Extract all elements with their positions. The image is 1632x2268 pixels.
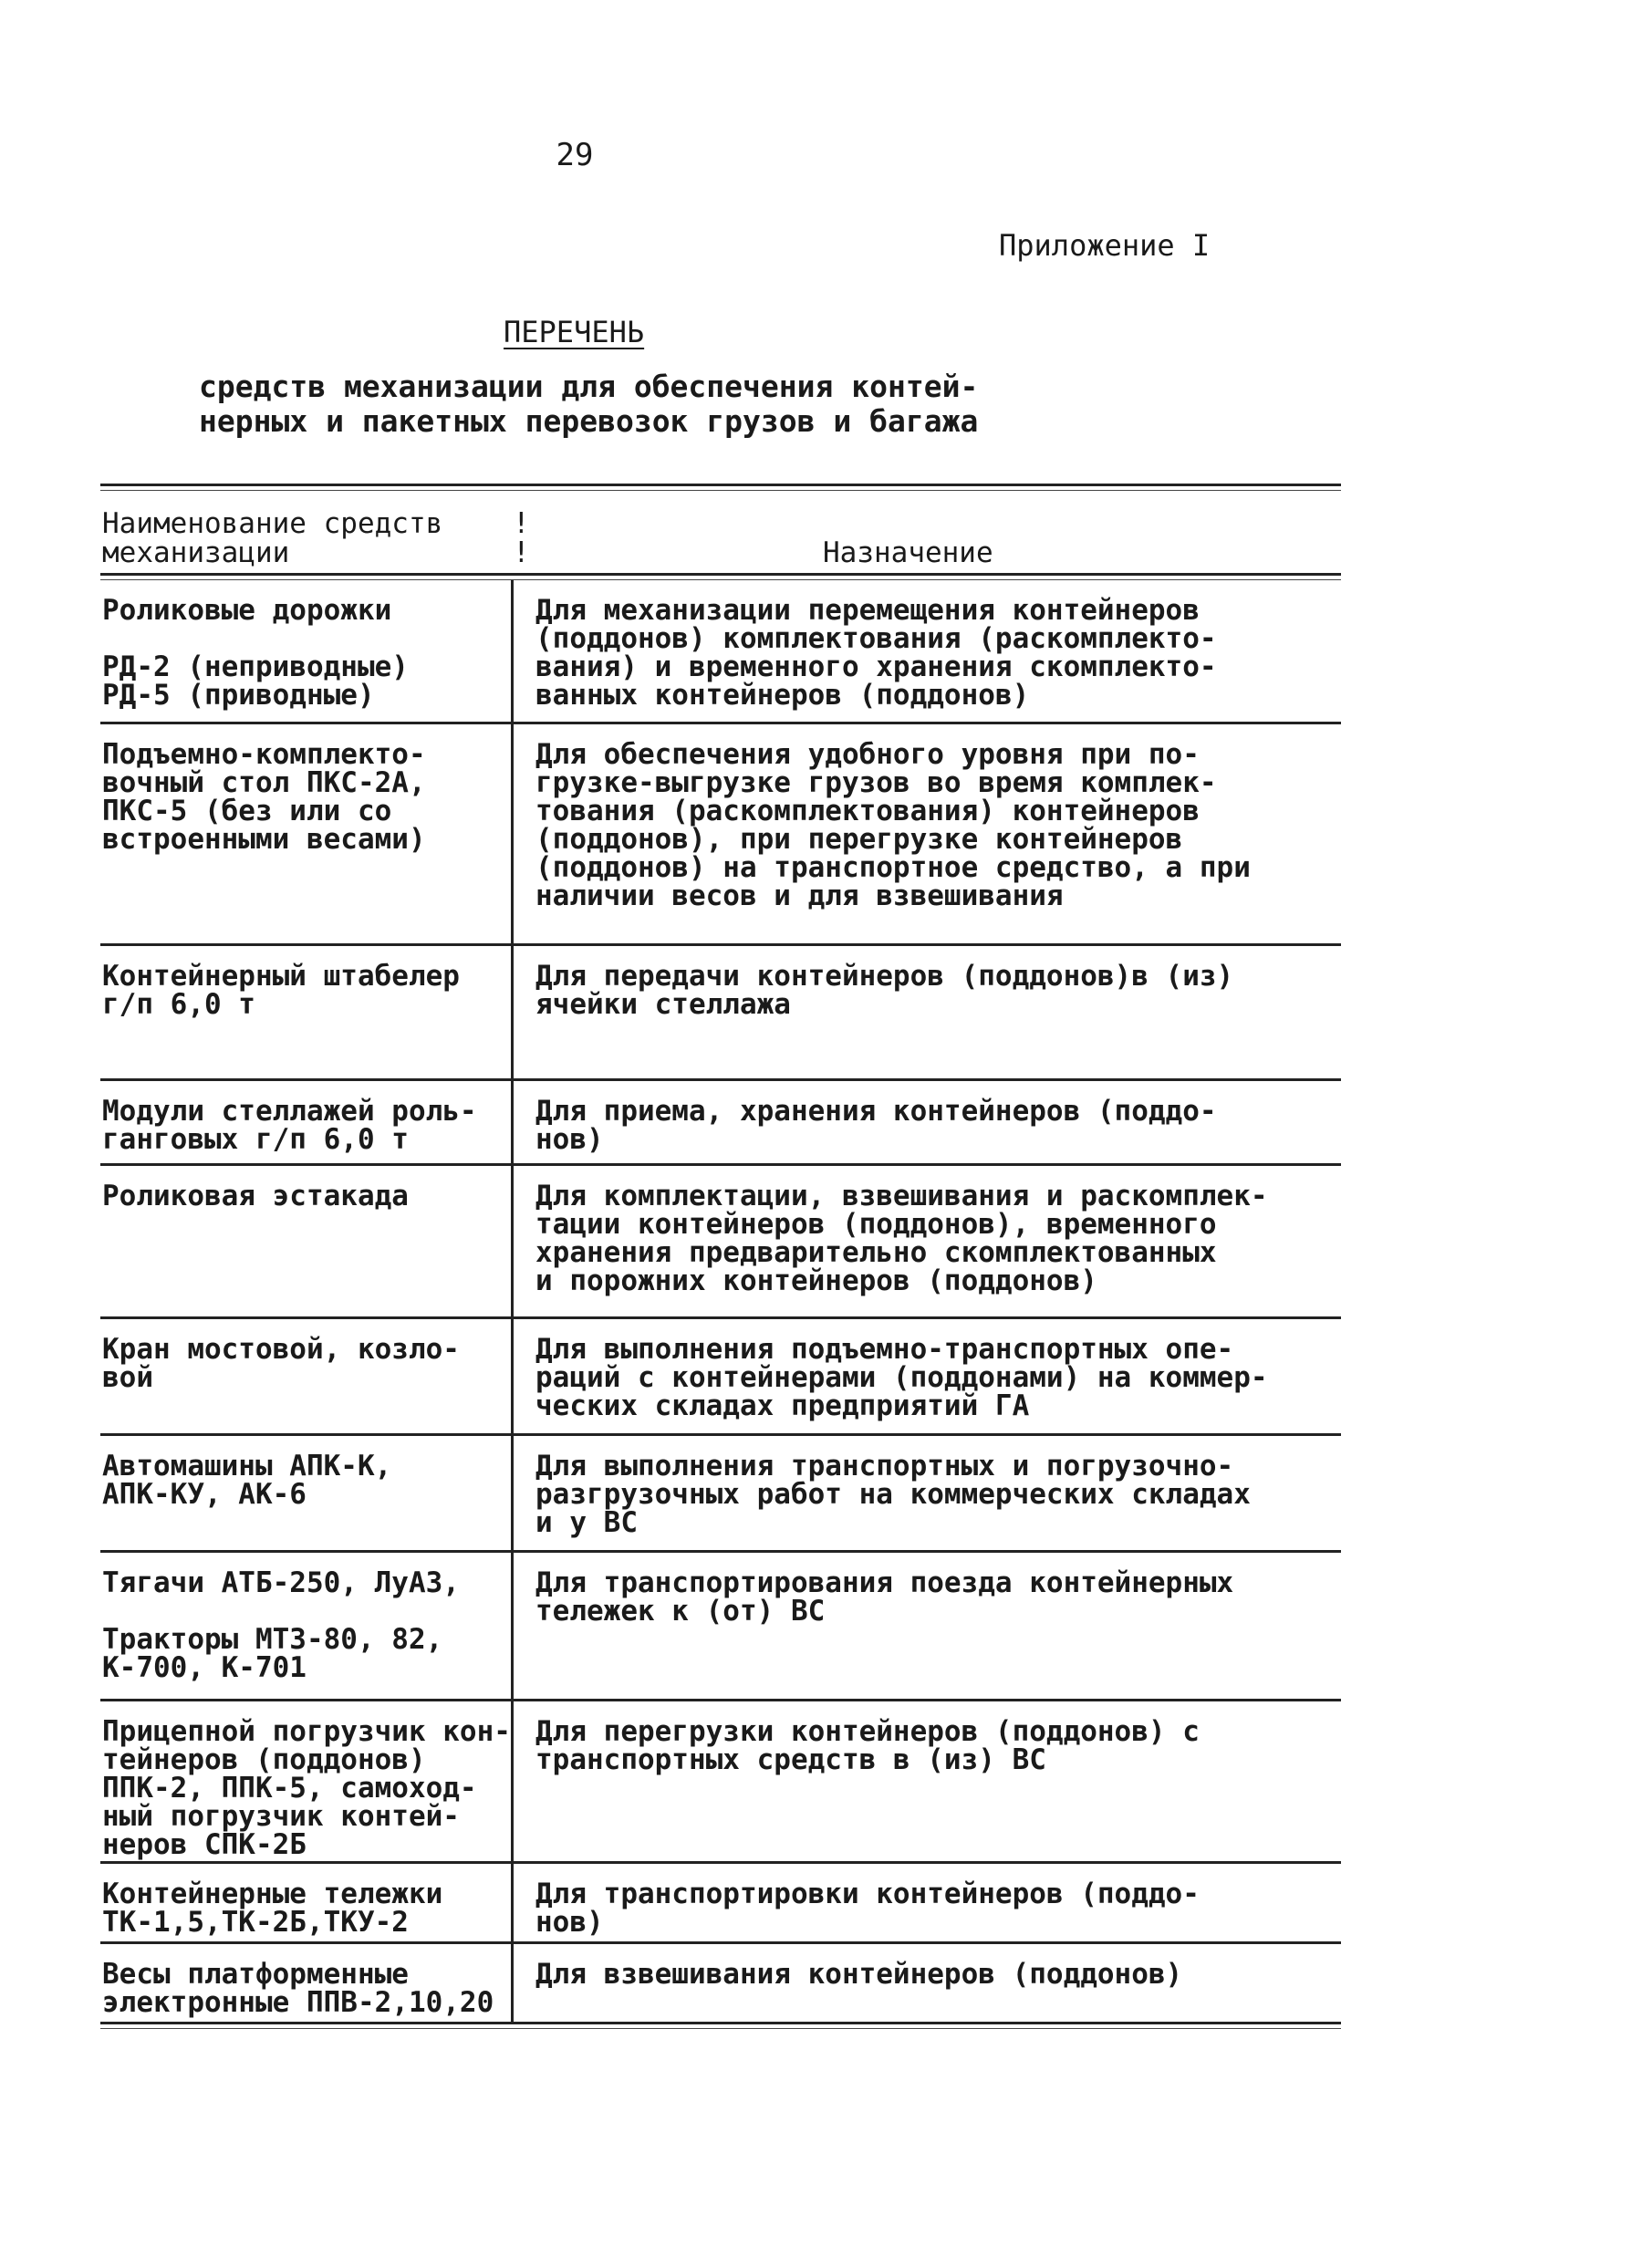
table-row	[100, 1319, 1341, 1433]
document-title: ПЕРЕЧЕНЬ	[504, 315, 645, 349]
row-purpose-cell: Для механизации перемещения контейнеров (поддонов) комплектования (раскомплекто- вания) и временного хранения скомплекто- ванных контейнеров (поддонов)	[535, 594, 1217, 712]
table-row	[100, 1081, 1341, 1163]
table-row	[100, 1166, 1341, 1316]
row-name-cell: Роликовые дорожки РД-2 (неприводные) РД-5 (приводные)	[100, 580, 514, 722]
table-row	[100, 724, 1341, 943]
row-purpose-cell: Для транспортирования поезда контейнерных тележек к (от) ВС	[535, 1566, 1234, 1628]
appendix-label: Приложение I	[999, 228, 1211, 263]
header-bottom-rule	[100, 573, 1341, 580]
row-purpose-cell: Для перегрузки контейнеров (поддонов) с транспортных средств в (из) ВС	[535, 1715, 1200, 1776]
row-name-cell: Контейнерные тележки ТК-1,5,ТК-2Б,ТКУ-2	[100, 1864, 514, 1941]
row-name-cell: Подъемно-комплекто- вочный стол ПКС-2А, ПКС-5 (без или со встроенными весами)	[100, 724, 514, 943]
header-name-column: Наименование средств механизации	[102, 507, 443, 569]
header-purpose-column: Назначение	[823, 536, 993, 569]
row-name-cell: Роликовая эстакада	[100, 1166, 514, 1316]
table-row	[100, 580, 1341, 722]
row-name-cell: Модули стеллажей роль- ганговых г/п 6,0 т	[100, 1081, 514, 1163]
document-subtitle: средств механизации для обеспечения контей- нерных и пакетных перевозок грузов и багажа	[199, 369, 979, 439]
table-bottom-rule	[100, 2022, 1341, 2029]
row-purpose-cell: Для комплектации, взвешивания и раскомплек- тации контейнеров (поддонов), временного хранения предварительно скомплектованных и порожних контейнеров (поддонов)	[535, 1180, 1268, 1297]
table-row	[100, 1944, 1341, 2022]
table-header	[100, 491, 1341, 573]
row-purpose-cell: Для обеспечения удобного уровня при по- грузке-выгрузке грузов во время комплек- тования (раскомплектования) контейнеров (поддонов), при перегрузке контейнеров (поддонов) на транспортное средство, а при наличии весов и для взвешивания	[535, 738, 1251, 912]
row-purpose-cell: Для выполнения транспортных и погрузочно- разгрузочных работ на коммерческих складах и у ВС	[535, 1450, 1251, 1539]
mechanization-table	[100, 484, 1341, 2029]
row-name-cell: Контейнерный штабелер г/п 6,0 т	[100, 946, 514, 1078]
table-row	[100, 1701, 1341, 1861]
table-row	[100, 1436, 1341, 1550]
row-name-cell: Кран мостовой, козло- вой	[100, 1319, 514, 1433]
table-row	[100, 1553, 1341, 1699]
row-name-cell: Прицепной погрузчик кон- тейнеров (поддонов) ППК-2, ППК-5, самоход- ный погрузчик контей- неров СПК-2Б	[100, 1701, 514, 1861]
table-row	[100, 946, 1341, 1078]
row-name-cell: Весы платформенные электронные ППВ-2,10,20	[100, 1944, 514, 2022]
table-top-rule	[100, 484, 1341, 491]
row-purpose-cell: Для транспортировки контейнеров (поддо- нов)	[535, 1878, 1200, 1939]
row-purpose-cell: Для выполнения подъемно-транспортных опе- раций с контейнерами (поддонами) на коммер- ческих складах предприятий ГА	[535, 1333, 1268, 1422]
row-purpose-cell: Для взвешивания контейнеров (поддонов)	[535, 1958, 1183, 1991]
header-separator: ! !	[513, 507, 530, 569]
page-number: 29	[556, 137, 594, 173]
row-purpose-cell: Для приема, хранения контейнеров (поддо- нов)	[535, 1095, 1217, 1156]
row-name-cell: Автомашины АПК-К, АПК-КУ, АК-6	[100, 1436, 514, 1550]
table-row	[100, 1864, 1341, 1941]
row-name-cell: Тягачи АТБ-250, ЛуАЗ, Тракторы МТЗ-80, 82, К-700, К-701	[100, 1553, 514, 1699]
row-purpose-cell: Для передачи контейнеров (поддонов)в (из) ячейки стеллажа	[535, 960, 1234, 1021]
